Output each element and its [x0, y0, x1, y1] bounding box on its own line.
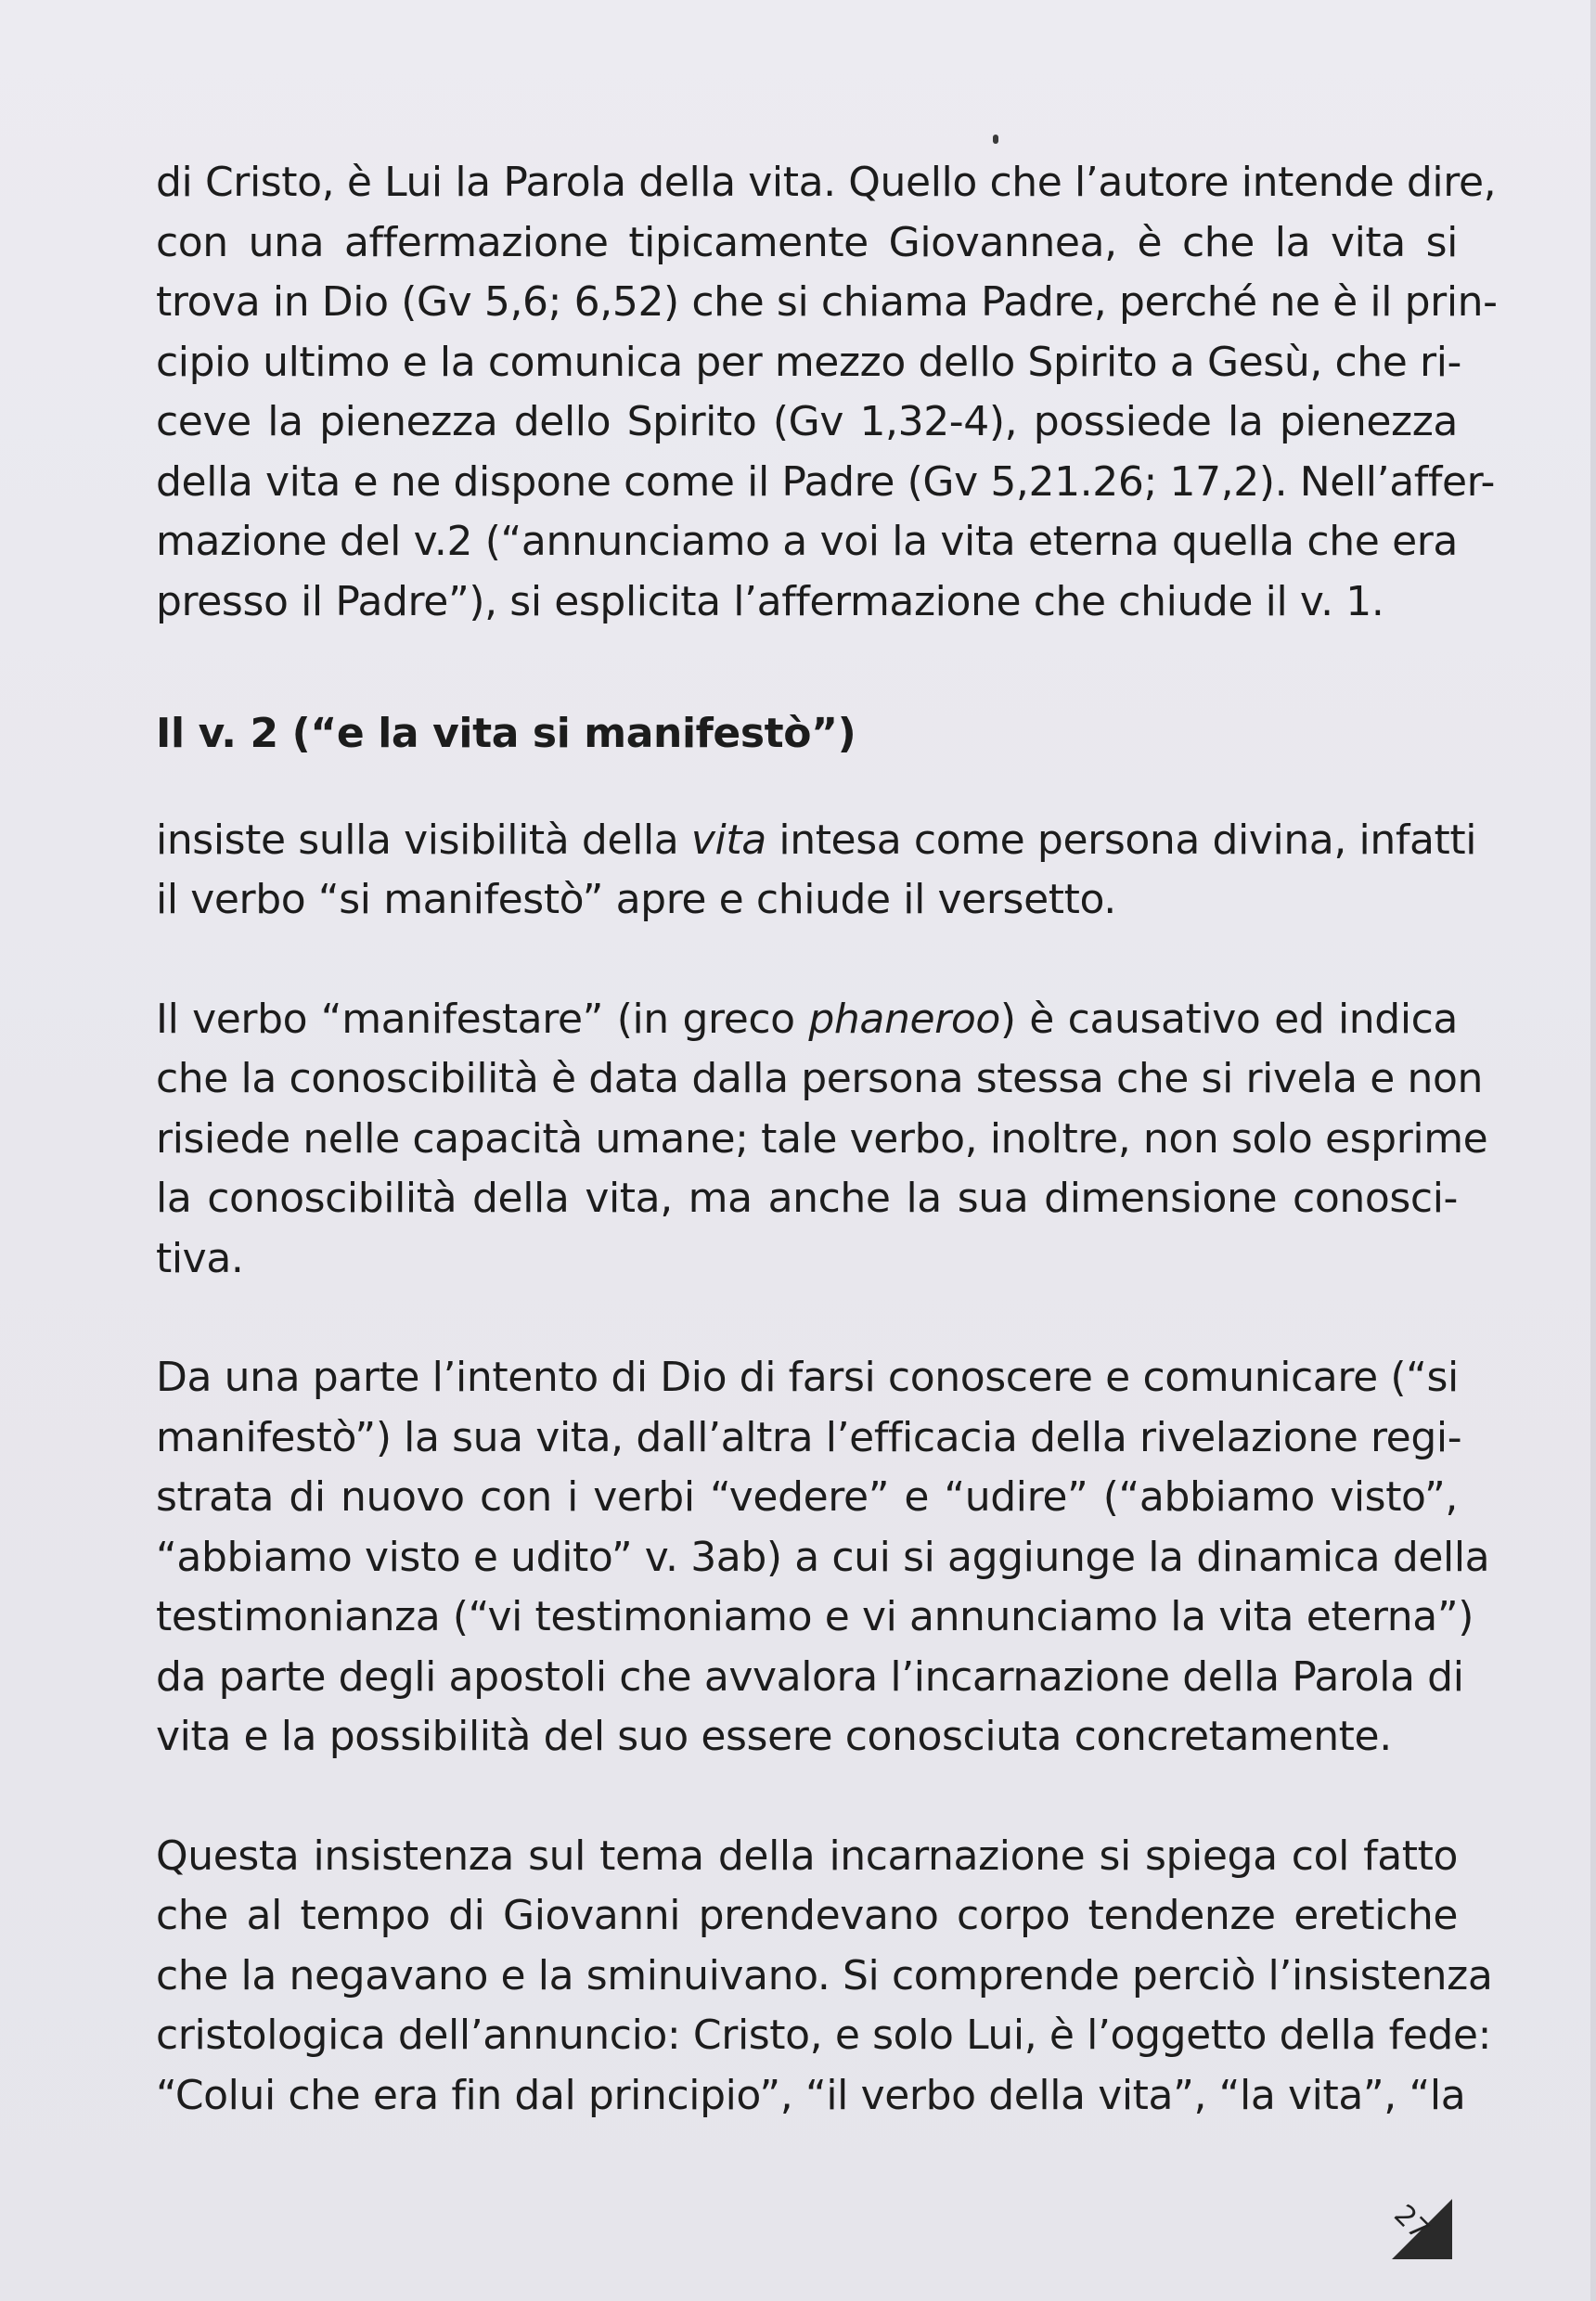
- text-line: cipio ultimo e la comunica per mezzo dello Spirito a Gesù, che ri-: [156, 338, 1462, 386]
- page-number-mark: [1387, 2198, 1452, 2259]
- italic-term: phaneroo: [808, 995, 1000, 1043]
- text-line: di Cristo, è Lui la Parola della vita. Quello che l’autore intende dire,: [156, 159, 1497, 206]
- text-line: Il verbo “manifestare” (in greco phaneroo) è causativo ed indica: [156, 995, 1458, 1043]
- text-line: vita e la possibilità del suo essere conosciuta concretamente.: [156, 1713, 1392, 1760]
- text-body: [156, 153, 1498, 2185]
- paragraph: [156, 811, 1477, 931]
- text-line: ceve la pienezza dello Spirito (Gv 1,32-4), possiede la pienezza: [156, 398, 1458, 445]
- text-line: la conoscibilità della vita, ma anche la sua dimensione conosci-: [156, 1175, 1458, 1222]
- text-line: della vita e ne dispone come il Padre (Gv 5,21.26; 17,2). Nell’affer-: [156, 457, 1495, 506]
- text-line: che al tempo di Giovanni prendevano corpo tendenze eretiche: [156, 1892, 1458, 1939]
- text-line: cristologica dell’annuncio: Cristo, e solo Lui, è l’oggetto della fede:: [156, 2012, 1492, 2059]
- text-line: “Colui che era fin dal principio”, “il verbo della vita”, “la vita”, “la: [156, 2071, 1466, 2119]
- text-line: testimonianza (“vi testimoniamo e vi annunciamo la vita eterna”): [156, 1593, 1474, 1640]
- scan-speck: [993, 135, 998, 144]
- text-line: mazione del v.2 (“annunciamo a voi la vita eterna quella che era: [156, 518, 1458, 565]
- text-line: trova in Dio (Gv 5,6; 6,52) che si chiama Padre, perché ne è il prin-: [156, 278, 1498, 326]
- text-line: con una affermazione tipicamente Giovannea, è che la vita si: [156, 218, 1458, 266]
- page-edge: [1590, 0, 1596, 2301]
- text-line: strata di nuovo con i verbi “vedere” e “udire” (“abbiamo visto”,: [156, 1473, 1458, 1521]
- text-line: che la negavano e la sminuivano. Si comprende perciò l’insistenza: [156, 1951, 1493, 1999]
- text-line: da parte degli apostoli che avvalora l’incarnazione della Parola di: [156, 1652, 1464, 1701]
- text-line: risiede nelle capacità umane; tale verbo, inoltre, non solo esprime: [156, 1114, 1488, 1163]
- paragraph: [156, 1348, 1490, 1768]
- text-line: manifestò”) la sua vita, dall’altra l’efficacia della rivelazione regi-: [156, 1413, 1462, 1461]
- section-heading: Il v. 2 (“e la vita si manifestò”): [156, 710, 856, 757]
- text-line: Da una parte l’intento di Dio di farsi conoscere e comunicare (“si: [156, 1354, 1459, 1401]
- page-number: 27: [1387, 2198, 1435, 2247]
- italic-term: vita: [690, 816, 766, 864]
- paragraph-intro: [156, 153, 1498, 632]
- text-line: il verbo “si manifestò” apre e chiude il versetto.: [156, 876, 1116, 923]
- text-line: che la conoscibilità è data dalla persona stessa che si rivela e non: [156, 1055, 1484, 1102]
- text-line: insiste sulla visibilità della vita intesa come persona divina, infatti: [156, 816, 1477, 864]
- text-line: Questa insistenza sul tema della incarnazione si spiega col fatto: [156, 1832, 1458, 1880]
- text-line: tiva.: [156, 1234, 244, 1282]
- paragraph: [156, 990, 1488, 1290]
- paragraph: [156, 1827, 1493, 2127]
- text-line: “abbiamo visto e udito” v. 3ab) a cui si aggiunge la dinamica della: [156, 1533, 1490, 1581]
- text-line: presso il Padre”), si esplicita l’affermazione che chiude il v. 1.: [156, 577, 1384, 625]
